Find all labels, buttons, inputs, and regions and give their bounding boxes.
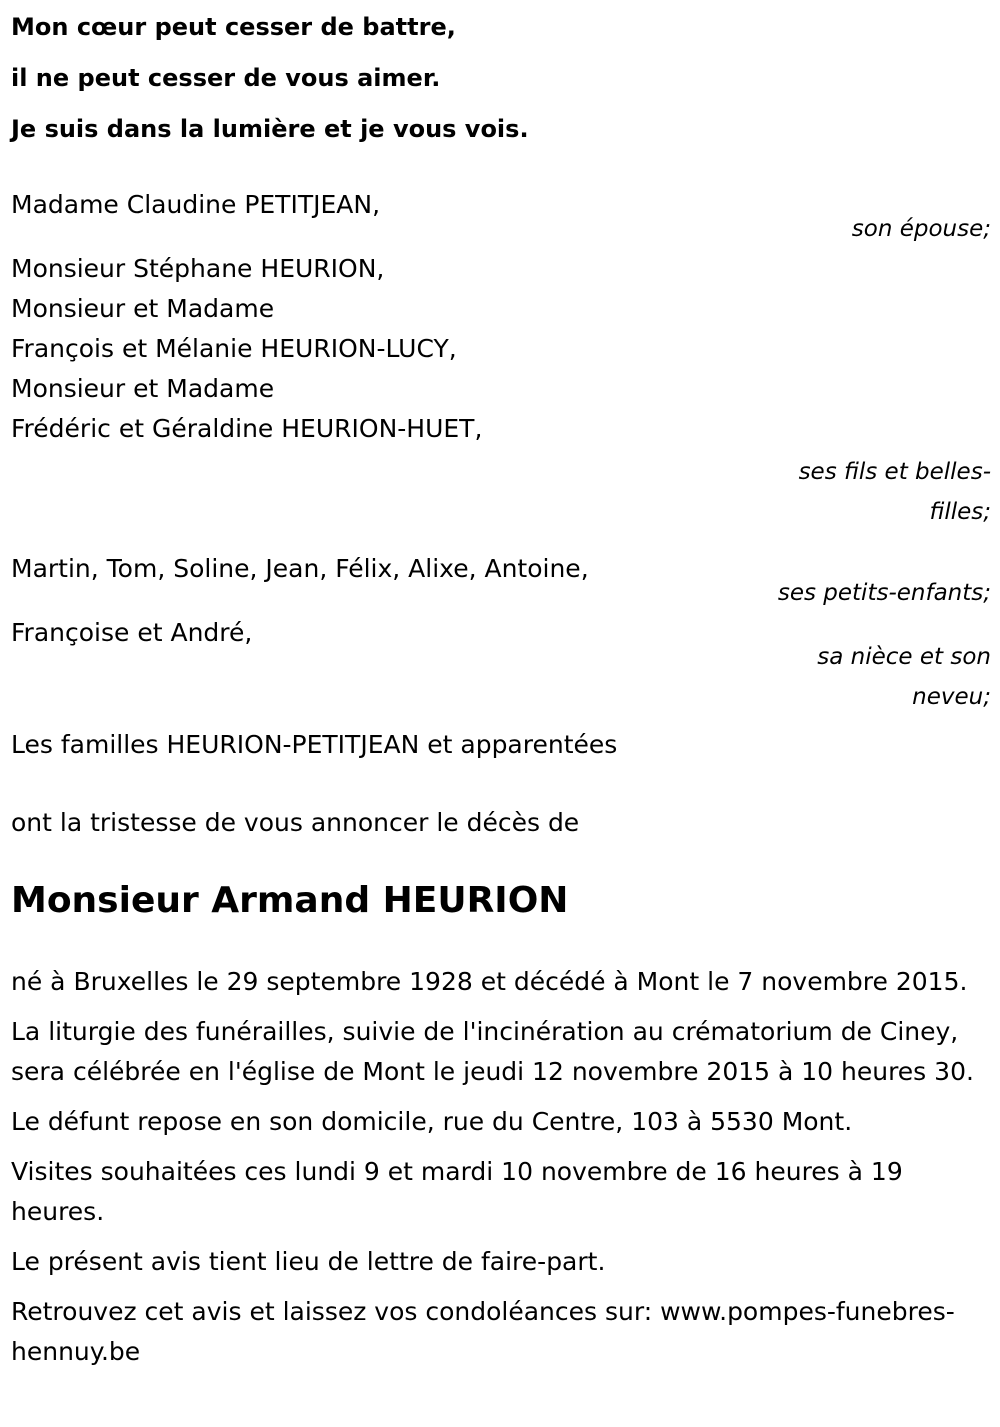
poem: [11, 2, 991, 155]
sons-line-5: Frédéric et Géraldine HEURION-HUET,: [11, 414, 483, 443]
details: [11, 962, 991, 1372]
family-list: [11, 185, 991, 765]
grandchildren-role: ses petits-enfants;: [777, 580, 991, 606]
family-wife: [11, 185, 991, 249]
deceased-name: Monsieur Armand HEURION: [11, 880, 569, 921]
poem-line-1: Mon cœur peut cesser de battre,: [11, 13, 456, 41]
family-grandchildren: [11, 549, 991, 613]
family-niece-nephew: [11, 613, 991, 717]
poem-line-2: il ne peut cesser de vous aimer.: [11, 64, 441, 92]
grandchildren-names: Martin, Tom, Soline, Jean, Félix, Alixe, Antoine,: [11, 554, 589, 583]
poem-line-3: Je suis dans la lumière et je vous vois.: [11, 115, 529, 143]
wife-role: son épouse;: [851, 216, 991, 242]
sons-names: [11, 249, 991, 449]
sons-role: ses fils et belles-filles;: [798, 459, 991, 525]
sons-line-2: Monsieur et Madame: [11, 294, 275, 323]
niece-nephew-names: Françoise et André,: [11, 618, 253, 647]
sons-line-3: François et Mélanie HEURION-LUCY,: [11, 334, 457, 363]
announcement: ont la tristesse de vous annoncer le décès de: [11, 808, 580, 837]
niece-nephew-role: sa nièce et son neveu;: [817, 644, 991, 710]
funeral-text: La liturgie des funérailles, suivie de l'incinération au crématorium de Ciney, sera célébrée en l'église de Mont le jeudi 12 novembre 2015 à 10 heures 30.: [11, 1017, 974, 1086]
website-text: Retrouvez cet avis et laissez vos condoléances sur: www.pompes-funebres-hennuy.be: [11, 1297, 955, 1366]
birth-death-text: né à Bruxelles le 29 septembre 1928 et décédé à Mont le 7 novembre 2015.: [11, 967, 968, 996]
sons-line-4: Monsieur et Madame: [11, 374, 275, 403]
families-line: Les familles HEURION-PETITJEAN et apparentées: [11, 730, 618, 759]
visits-text: Visites souhaitées ces lundi 9 et mardi 10 novembre de 16 heures à 19 heures.: [11, 1157, 903, 1226]
notice-text: Le présent avis tient lieu de lettre de faire-part.: [11, 1247, 606, 1276]
sons-line-1: Monsieur Stéphane HEURION,: [11, 254, 385, 283]
obituary-notice: [11, 0, 991, 1382]
repose-text: Le défunt repose en son domicile, rue du Centre, 103 à 5530 Mont.: [11, 1107, 853, 1136]
family-sons: [11, 249, 991, 532]
wife-name: Madame Claudine PETITJEAN,: [11, 190, 381, 219]
